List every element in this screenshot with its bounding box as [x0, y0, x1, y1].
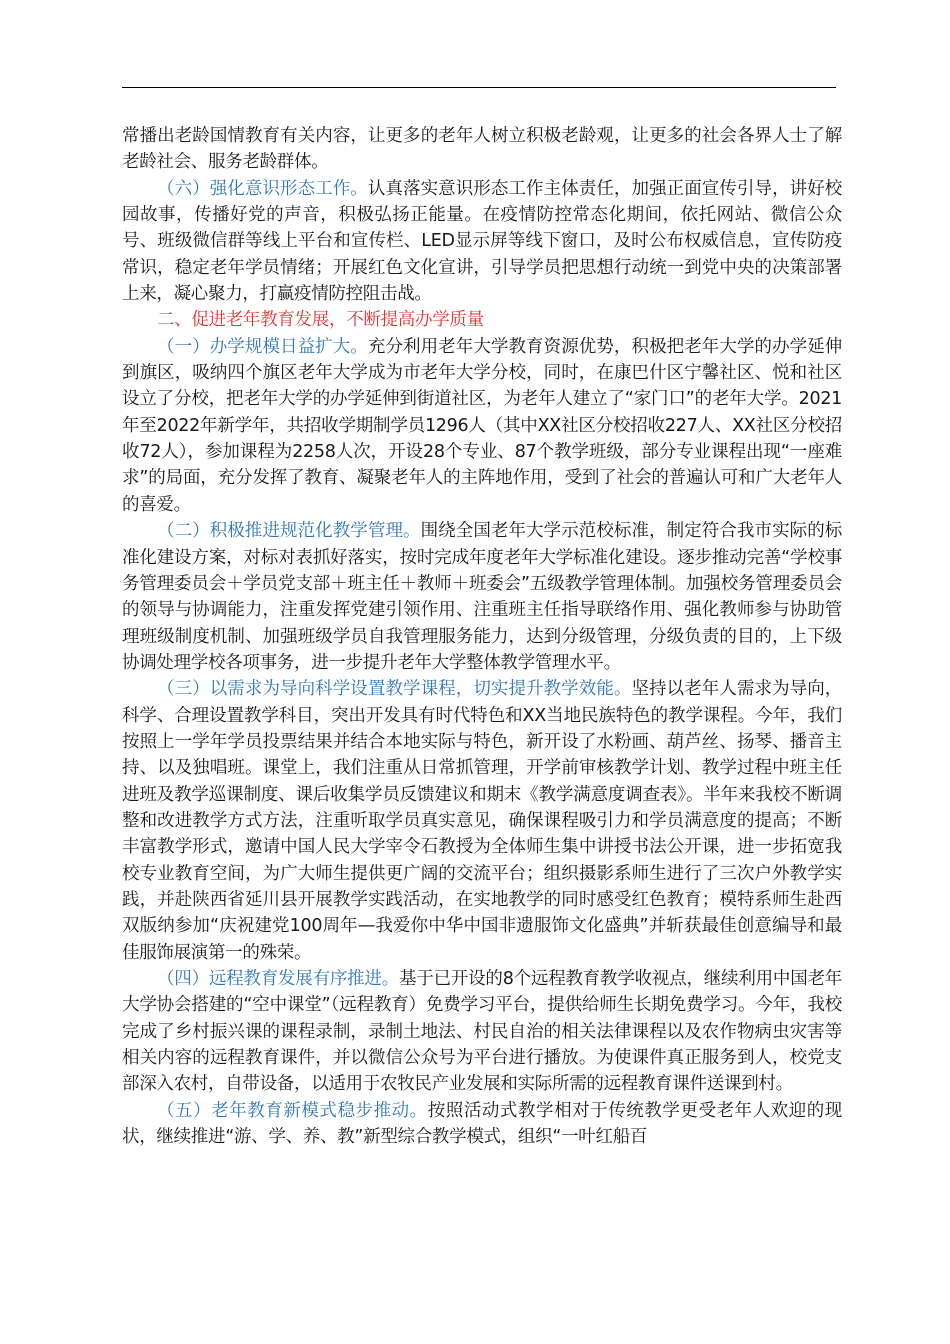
section-heading [122, 307, 842, 333]
body-paragraph [122, 334, 842, 518]
body-paragraph [122, 966, 842, 1098]
paragraph-text: 认真落实意识形态工作主体责任，加强正面宣传引导，讲好校园故事，传播好党的声音，积极弘扬正能量。在疫情防控常态化期间，依托网站、微信公众号、班级微信群等线上平台和宣传栏、LED显示屏等线下窗口，及时公布权威信息，宣传防疫常识，稳定老年学员情绪；开展红色文化宣讲，引导学员把思想行动统一到党中央的决策部署上来，凝心聚力，打赢疫情防控阻击战。 [122, 178, 842, 305]
body-paragraph [122, 123, 842, 176]
subsection-heading: （四）远程教育发展有序推进。 [157, 969, 399, 989]
section-heading-text: 二、促进老年教育发展，不断提高办学质量 [157, 310, 484, 331]
paragraph-text: 按照活动式教学相对于传统教学更受老年人欢迎的现状，继续推进“游、学、养、教”新型综合教学模式，组织“一叶红船百 [122, 1100, 842, 1148]
subsection-heading: （六）强化意识形态工作。 [157, 178, 368, 199]
paragraph-text: 坚持以老年人需求为导向，科学、合理设置教学科目，突出开发具有时代特色和XX当地民族特色的教学课程。今年，我们按照上一学年学员投票结果并结合本地实际与特色，新开设了水粉画、葫芦丝、扬琴、播音主持、以及独唱班。课堂上，我们注重从日常抓管理，开学前审核教学计划、教学过程中班主任进班及教学巡课制度、课后收集学员反馈建议和期末《教学满意度调查表》。半年来我校不断调整和改进教学方式方法，注重听取学员真实意见，确保课程吸引力和学员满意度的提高；不断丰富教学形式，邀请中国人民大学宰令石教授为全体师生集中讲授书法公开课，进一步拓宽我校专业教育空间，为广大师生提供更广阔的交流平台；组织摄影系师生进行了三次户外教学实践，并赴陕西省延川县开展教学实践活动，在实地教学的同时感受红色教育；模特系师生赴西双版纳参加“庆祝建党100周年—我爱你中华中国非遗服饰文化盛典”并斩获最佳创意编导和最佳服饰展演第一的殊荣。 [122, 679, 842, 963]
header-rule [122, 87, 836, 88]
subsection-heading: （五）老年教育新模式稳步推动。 [157, 1100, 428, 1121]
body-paragraph [122, 176, 842, 308]
subsection-heading: （二）积极推进规范化教学管理。 [157, 521, 421, 542]
paragraph-text: 围绕全国老年大学示范校标准，制定符合我市实际的标准化建设方案，对标对表抓好落实，按时完成年度老年大学标准化建设。逐步推动完善“学校事务管理委员会＋学员党支部＋班主任＋教师＋班委会”五级教学管理体制。加强校务管理委员会的领导与协调能力，注重发挥党建引领作用、注重班主任指导联络作用、强化教师参与协助管理班级制度机制、加强班级学员自我管理服务能力，达到分级管理，分级负责的目的，上下级协调处理学校各项事务，进一步提升老年大学整体教学管理水平。 [122, 521, 842, 673]
paragraph-text: 充分利用老年大学教育资源优势，积极把老年大学的办学延伸到旗区，吸纳四个旗区老年大学成为市老年大学分校，同时，在康巴什区宁馨社区、悦和社区设立了分校，把老年大学的办学延伸到街道社区，为老年人建立了“家门口”的老年大学。2021年至2022年新学年，共招收学期制学员1296人（其中XX社区分校招收227人、XX社区分校招收72人），参加课程为2258人次，开设28个专业、87个教学班级，部分专业课程出现“一座难求”的局面，充分发挥了教育、凝聚老年人的主阵地作用，受到了社会的普遍认可和广大老年人的喜爱。 [122, 336, 842, 515]
body-paragraph [122, 1098, 842, 1151]
subsection-heading: （三）以需求为导向科学设置教学课程，切实提升教学效能。 [157, 679, 632, 700]
body-paragraph [122, 676, 842, 966]
paragraph-text: 常播出老龄国情教育有关内容，让更多的老年人树立积极老龄观，让更多的社会各界人士了解老龄社会、服务老龄群体。 [122, 126, 842, 173]
paragraph-text: 基于已开设的8个远程教育教学收视点，继续利用中国老年大学协会搭建的“空中课堂”（远程教育）免费学习平台，提供给师生长期免费学习。今年，我校完成了乡村振兴课的课程录制，录制土地法、村民自治的相关法律课程以及农作物病虫灾害等相关内容的远程教育课件，并以微信公众号为平台进行播放。为使课件真正服务到人，校党支部深入农村，自带设备，以适用于农牧民产业发展和实际所需的远程教育课件送课到村。 [122, 969, 842, 1095]
document-body [122, 123, 842, 1150]
body-paragraph [122, 518, 842, 676]
subsection-heading: （一）办学规模日益扩大。 [157, 336, 368, 357]
